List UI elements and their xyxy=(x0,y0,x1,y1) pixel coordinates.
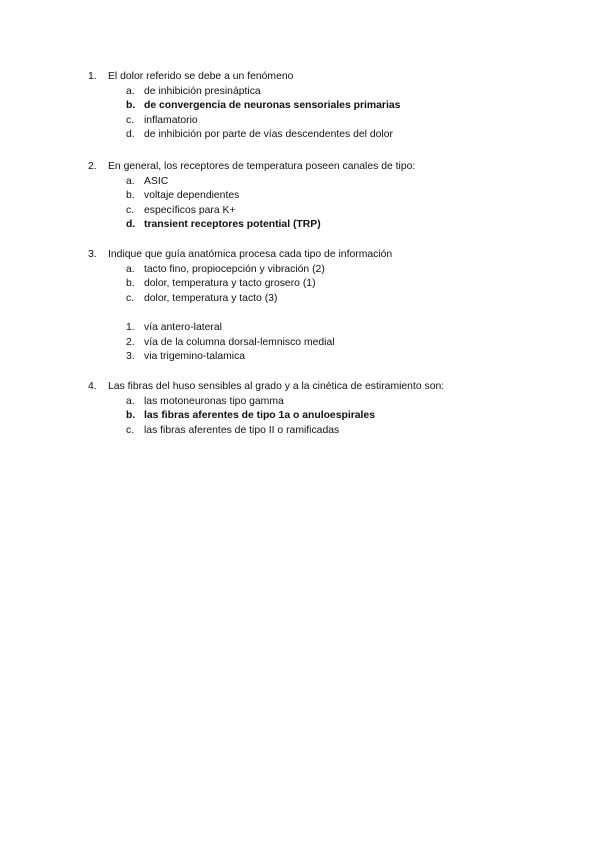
question-text: Indique que guía anatómica procesa cada tipo de información xyxy=(108,249,393,260)
option-text: las motoneuronas tipo gamma xyxy=(144,395,284,407)
option-d-correct xyxy=(88,218,558,233)
pathway-item xyxy=(88,350,558,365)
option-text: tacto fino, propiocepción y vibración (2) xyxy=(144,263,325,275)
option-b-correct xyxy=(88,409,558,424)
option-text: de inhibición presináptica xyxy=(144,85,261,97)
option-text: transient receptores potential (TRP) xyxy=(144,219,321,231)
pathway-text: vía antero-lateral xyxy=(144,322,222,333)
question-4 xyxy=(88,380,558,438)
question-2 xyxy=(88,160,558,233)
option-b-correct xyxy=(88,99,558,114)
option-c xyxy=(88,424,558,439)
option-letter: d. xyxy=(126,219,136,231)
option-text: de inhibición por parte de vías descendentes del dolor xyxy=(144,129,393,141)
pathway-list xyxy=(88,321,558,365)
option-text: inflamatorio xyxy=(144,114,198,126)
option-text: voltaje dependientes xyxy=(144,190,240,202)
option-text: las fibras aferentes de tipo 1a o anuloespirales xyxy=(144,410,375,422)
option-letter: b. xyxy=(126,278,135,290)
option-letter: c. xyxy=(126,424,135,436)
option-text: dolor, temperatura y tacto grosero (1) xyxy=(144,278,316,290)
pathway-number: 1. xyxy=(126,322,135,333)
question-number: 4. xyxy=(88,381,97,392)
option-letter: a. xyxy=(126,175,135,187)
option-a xyxy=(88,175,558,190)
question-number: 1. xyxy=(88,71,97,82)
option-letter: c. xyxy=(126,114,135,126)
question-number: 3. xyxy=(88,249,97,260)
question-text: El dolor referido se debe a un fenómeno xyxy=(108,71,294,82)
option-a xyxy=(88,263,558,278)
question-1 xyxy=(88,70,558,143)
pathway-item xyxy=(88,321,558,336)
option-text: las fibras aferentes de tipo II o ramificadas xyxy=(144,424,340,436)
option-letter: b. xyxy=(126,100,136,112)
option-b xyxy=(88,277,558,292)
option-letter: a. xyxy=(126,263,135,275)
option-c xyxy=(88,114,558,129)
pathway-number: 2. xyxy=(126,336,135,348)
question-number: 2. xyxy=(88,161,97,172)
pathway-number: 3. xyxy=(126,351,135,363)
pathway-item xyxy=(88,336,558,351)
option-letter: b. xyxy=(126,410,136,422)
question-3 xyxy=(88,248,558,306)
option-letter: d. xyxy=(126,129,135,141)
option-text: de convergencia de neuronas sensoriales primarias xyxy=(144,100,401,112)
option-text: ASIC xyxy=(144,175,169,187)
pathway-text: vía de la columna dorsal-lemnisco medial xyxy=(144,336,335,348)
option-b xyxy=(88,189,558,204)
option-letter: a. xyxy=(126,395,135,407)
question-text: Las fibras del huso sensibles al grado y a la cinética de estiramiento son: xyxy=(108,381,445,392)
option-letter: c. xyxy=(126,204,135,216)
option-letter: c. xyxy=(126,292,135,304)
option-c xyxy=(88,292,558,307)
pathway-text: via trigemino-talamica xyxy=(144,351,246,363)
option-letter: a. xyxy=(126,85,135,97)
option-d xyxy=(88,128,558,143)
option-letter: b. xyxy=(126,190,135,202)
option-c xyxy=(88,204,558,219)
option-a xyxy=(88,395,558,410)
option-text: específicos para K+ xyxy=(144,204,236,216)
option-text: dolor, temperatura y tacto (3) xyxy=(144,292,278,304)
option-a xyxy=(88,85,558,100)
question-text: En general, los receptores de temperatura poseen canales de tipo: xyxy=(108,161,416,172)
